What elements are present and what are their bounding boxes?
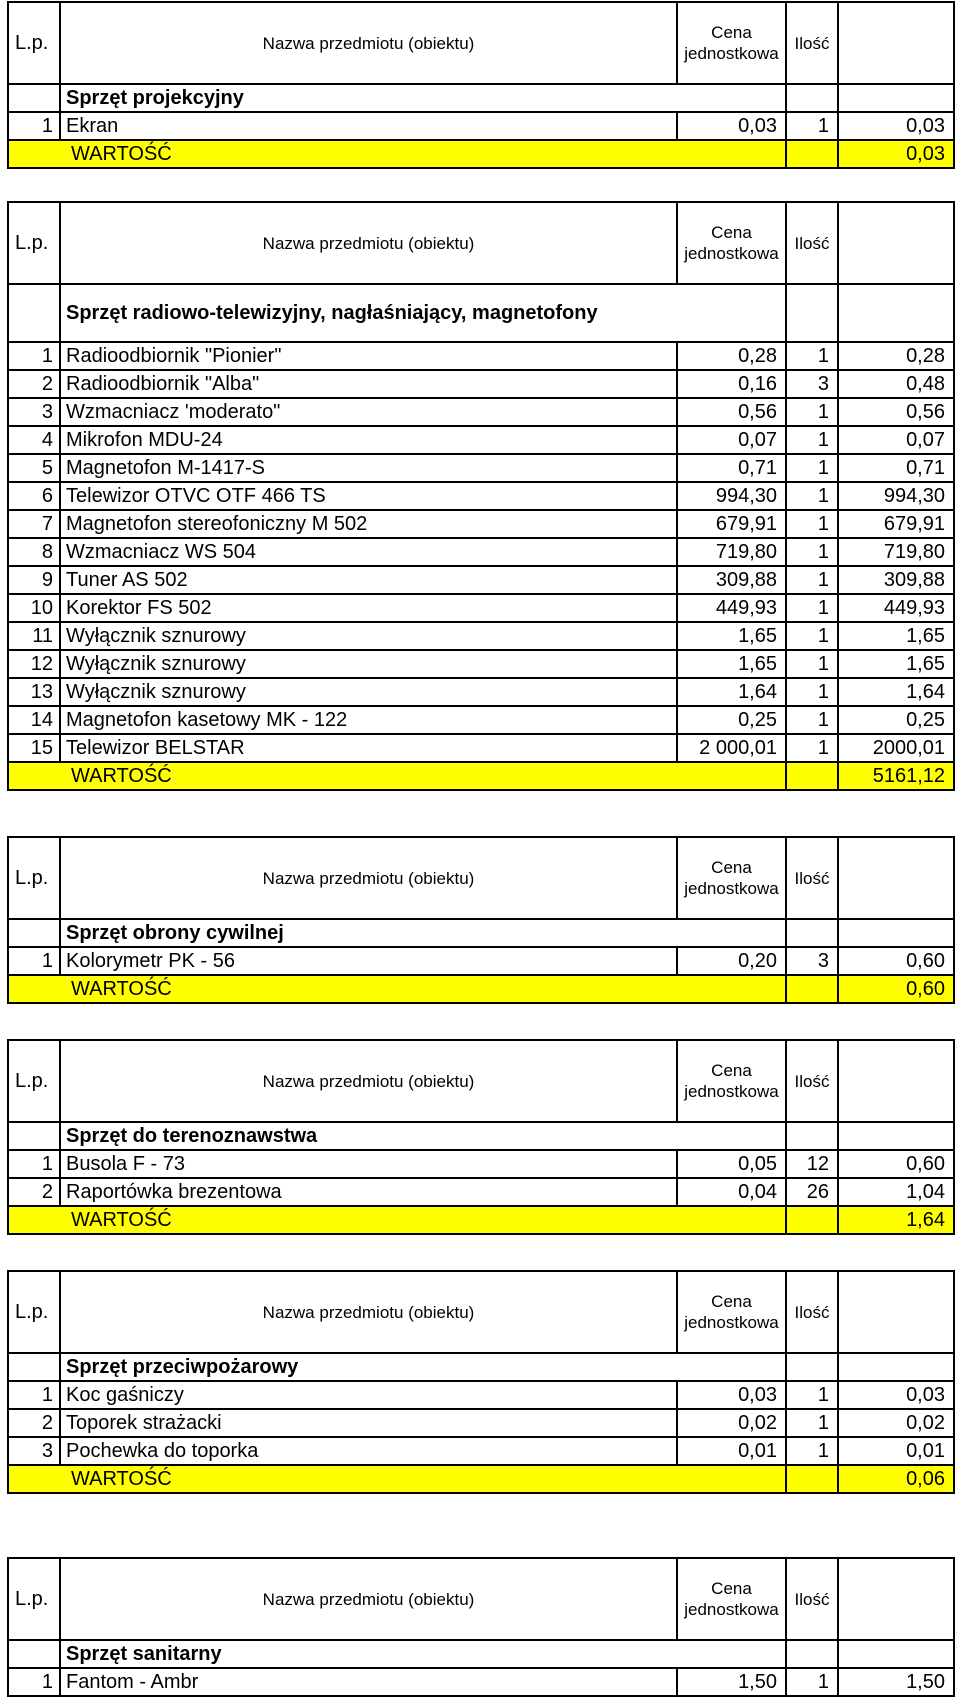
item-lp: 10: [8, 594, 60, 622]
item-name: Telewizor BELSTAR: [60, 734, 677, 762]
section-total-row: [8, 1465, 954, 1493]
header-unit-price: [677, 2, 786, 84]
item-name: Koc gaśniczy: [60, 1381, 677, 1409]
section-total-value: 0,03: [838, 140, 954, 168]
item-value: 0,03: [838, 112, 954, 140]
item-unit-price: 0,07: [677, 426, 786, 454]
item-unit-price: 1,65: [677, 650, 786, 678]
header-lp: L.p.: [8, 2, 60, 84]
item-name: Wyłącznik sznurowy: [60, 622, 677, 650]
item-name: Toporek strażacki: [60, 1409, 677, 1437]
item-lp: 9: [8, 566, 60, 594]
item-quantity: 1: [786, 1381, 838, 1409]
category-qty-cell: [786, 84, 838, 112]
header-price-line1: Cena: [711, 857, 752, 877]
item-value: 719,80: [838, 538, 954, 566]
item-value: 0,48: [838, 370, 954, 398]
inventory-table-sprzet-do-terenoznawstwa: [7, 1039, 955, 1235]
item-quantity: 1: [786, 482, 838, 510]
header-quantity: Ilość: [786, 2, 838, 84]
category-lp-cell: [8, 84, 60, 112]
table-row: [8, 454, 954, 482]
category-qty-cell: [786, 1353, 838, 1381]
total-label: WARTOŚĆ: [8, 762, 786, 790]
item-quantity: 1: [786, 734, 838, 762]
header-lp: L.p.: [8, 202, 60, 284]
item-value: 0,60: [838, 1150, 954, 1178]
item-value: 1,65: [838, 650, 954, 678]
header-value: [838, 2, 954, 84]
table-row: [8, 678, 954, 706]
category-qty-cell: [786, 919, 838, 947]
header-value: [838, 202, 954, 284]
item-value: 1,04: [838, 1178, 954, 1206]
item-quantity: 1: [786, 454, 838, 482]
item-value: 0,56: [838, 398, 954, 426]
total-label: WARTOŚĆ: [8, 140, 786, 168]
category-title: Sprzęt radiowo-telewizyjny, nagłaśniający, magnetofony: [60, 284, 786, 342]
header-unit-price: [677, 202, 786, 284]
item-quantity: 1: [786, 594, 838, 622]
item-unit-price: 1,65: [677, 622, 786, 650]
table-row: [8, 622, 954, 650]
category-title: Sprzęt przeciwpożarowy: [60, 1353, 786, 1381]
item-unit-price: 0,03: [677, 112, 786, 140]
header-quantity: Ilość: [786, 837, 838, 919]
table-header-row: [8, 837, 954, 919]
item-unit-price: 0,16: [677, 370, 786, 398]
item-name: Wyłącznik sznurowy: [60, 650, 677, 678]
item-lp: 14: [8, 706, 60, 734]
item-unit-price: 0,01: [677, 1437, 786, 1465]
item-quantity: 1: [786, 706, 838, 734]
item-unit-price: 0,03: [677, 1381, 786, 1409]
item-name: Wzmacniacz 'moderato": [60, 398, 677, 426]
table-row: [8, 342, 954, 370]
table-row: [8, 538, 954, 566]
item-lp: 1: [8, 1381, 60, 1409]
item-name: Radioodbiornik "Alba": [60, 370, 677, 398]
section-total-row: [8, 975, 954, 1003]
header-item-name: Nazwa przedmiotu (obiektu): [60, 1558, 677, 1640]
section-total-row: [8, 1206, 954, 1234]
item-lp: 3: [8, 1437, 60, 1465]
category-row: [8, 1353, 954, 1381]
header-price-line2: jednostkowa: [684, 1082, 779, 1101]
table-row: [8, 1409, 954, 1437]
table-header-row: [8, 202, 954, 284]
section-total-value: 0,60: [838, 975, 954, 1003]
item-quantity: 3: [786, 947, 838, 975]
item-name: Ekran: [60, 112, 677, 140]
inventory-table-sprzet-projekcyjny: [7, 1, 955, 169]
item-value: 0,71: [838, 454, 954, 482]
item-unit-price: 2 000,01: [677, 734, 786, 762]
category-qty-cell: [786, 1640, 838, 1668]
item-lp: 8: [8, 538, 60, 566]
section-total-row: [8, 140, 954, 168]
total-qty-cell: [786, 1465, 838, 1493]
item-value: 0,03: [838, 1381, 954, 1409]
total-qty-cell: [786, 762, 838, 790]
table-header-row: [8, 1040, 954, 1122]
category-lp-cell: [8, 1353, 60, 1381]
category-value-cell: [838, 919, 954, 947]
table-row: [8, 706, 954, 734]
header-lp: L.p.: [8, 1558, 60, 1640]
table-row: [8, 734, 954, 762]
item-unit-price: 309,88: [677, 566, 786, 594]
header-value: [838, 1040, 954, 1122]
item-lp: 2: [8, 1409, 60, 1437]
item-value: 1,64: [838, 678, 954, 706]
item-unit-price: 679,91: [677, 510, 786, 538]
table-row: [8, 947, 954, 975]
category-title: Sprzęt do terenoznawstwa: [60, 1122, 786, 1150]
category-lp-cell: [8, 1122, 60, 1150]
item-lp: 12: [8, 650, 60, 678]
item-value: 0,28: [838, 342, 954, 370]
item-unit-price: 719,80: [677, 538, 786, 566]
item-value: 0,60: [838, 947, 954, 975]
header-price-line2: jednostkowa: [684, 244, 779, 263]
section-total-value: 1,64: [838, 1206, 954, 1234]
table-row: [8, 1437, 954, 1465]
item-name: Mikrofon MDU-24: [60, 426, 677, 454]
item-quantity: 1: [786, 342, 838, 370]
item-value: 2000,01: [838, 734, 954, 762]
total-label: WARTOŚĆ: [8, 1206, 786, 1234]
item-name: Tuner AS 502: [60, 566, 677, 594]
item-quantity: 3: [786, 370, 838, 398]
item-value: 0,07: [838, 426, 954, 454]
item-value: 0,25: [838, 706, 954, 734]
table-row: [8, 398, 954, 426]
item-lp: 2: [8, 1178, 60, 1206]
item-quantity: 1: [786, 510, 838, 538]
table-header-row: [8, 1558, 954, 1640]
item-value: 0,01: [838, 1437, 954, 1465]
item-quantity: 26: [786, 1178, 838, 1206]
item-name: Wyłącznik sznurowy: [60, 678, 677, 706]
item-quantity: 1: [786, 538, 838, 566]
item-lp: 5: [8, 454, 60, 482]
header-unit-price: [677, 1040, 786, 1122]
header-item-name: Nazwa przedmiotu (obiektu): [60, 2, 677, 84]
item-name: Wzmacniacz WS 504: [60, 538, 677, 566]
header-price-line2: jednostkowa: [684, 879, 779, 898]
item-value: 309,88: [838, 566, 954, 594]
header-unit-price: [677, 1271, 786, 1353]
category-value-cell: [838, 1640, 954, 1668]
item-unit-price: 994,30: [677, 482, 786, 510]
table-row: [8, 510, 954, 538]
header-quantity: Ilość: [786, 1040, 838, 1122]
item-quantity: 1: [786, 112, 838, 140]
item-value: 449,93: [838, 594, 954, 622]
item-unit-price: 0,71: [677, 454, 786, 482]
item-value: 0,02: [838, 1409, 954, 1437]
item-name: Magnetofon stereofoniczny M 502: [60, 510, 677, 538]
section-total-value: 0,06: [838, 1465, 954, 1493]
item-value: 1,50: [838, 1668, 954, 1696]
item-name: Telewizor OTVC OTF 466 TS: [60, 482, 677, 510]
item-quantity: 1: [786, 566, 838, 594]
table-row: [8, 1381, 954, 1409]
header-item-name: Nazwa przedmiotu (obiektu): [60, 837, 677, 919]
item-name: Kolorymetr PK - 56: [60, 947, 677, 975]
item-lp: 3: [8, 398, 60, 426]
header-lp: L.p.: [8, 1271, 60, 1353]
item-name: Raportówka brezentowa: [60, 1178, 677, 1206]
item-lp: 1: [8, 947, 60, 975]
header-lp: L.p.: [8, 837, 60, 919]
header-unit-price: [677, 837, 786, 919]
item-name: Radioodbiornik "Pionier": [60, 342, 677, 370]
item-unit-price: 0,28: [677, 342, 786, 370]
header-price-line1: Cena: [711, 222, 752, 242]
category-value-cell: [838, 1122, 954, 1150]
table-header-row: [8, 2, 954, 84]
item-unit-price: 0,56: [677, 398, 786, 426]
category-qty-cell: [786, 284, 838, 342]
category-row: [8, 84, 954, 112]
total-label: WARTOŚĆ: [8, 1465, 786, 1493]
item-lp: 2: [8, 370, 60, 398]
inventory-table-sprzet-sanitarny: [7, 1557, 955, 1697]
item-name: Fantom - Ambr: [60, 1668, 677, 1696]
header-price-line2: jednostkowa: [684, 1600, 779, 1619]
header-unit-price: [677, 1558, 786, 1640]
item-name: Magnetofon kasetowy MK - 122: [60, 706, 677, 734]
header-price-line1: Cena: [711, 1291, 752, 1311]
item-quantity: 1: [786, 1668, 838, 1696]
item-unit-price: 0,25: [677, 706, 786, 734]
item-name: Magnetofon M-1417-S: [60, 454, 677, 482]
item-unit-price: 0,02: [677, 1409, 786, 1437]
item-lp: 1: [8, 112, 60, 140]
category-value-cell: [838, 1353, 954, 1381]
header-value: [838, 837, 954, 919]
category-value-cell: [838, 284, 954, 342]
table-row: [8, 112, 954, 140]
total-qty-cell: [786, 975, 838, 1003]
item-lp: 1: [8, 1668, 60, 1696]
category-qty-cell: [786, 1122, 838, 1150]
item-quantity: 1: [786, 426, 838, 454]
item-lp: 7: [8, 510, 60, 538]
table-row: [8, 1178, 954, 1206]
item-lp: 4: [8, 426, 60, 454]
table-row: [8, 566, 954, 594]
header-price-line2: jednostkowa: [684, 44, 779, 63]
item-unit-price: 1,50: [677, 1668, 786, 1696]
table-row: [8, 1668, 954, 1696]
item-quantity: 1: [786, 1437, 838, 1465]
category-row: [8, 919, 954, 947]
table-row: [8, 650, 954, 678]
table-row: [8, 594, 954, 622]
item-name: Korektor FS 502: [60, 594, 677, 622]
item-unit-price: 0,20: [677, 947, 786, 975]
section-total-row: [8, 762, 954, 790]
header-item-name: Nazwa przedmiotu (obiektu): [60, 1271, 677, 1353]
item-lp: 1: [8, 1150, 60, 1178]
category-lp-cell: [8, 919, 60, 947]
header-item-name: Nazwa przedmiotu (obiektu): [60, 1040, 677, 1122]
section-total-value: 5161,12: [838, 762, 954, 790]
category-title: Sprzęt sanitarny: [60, 1640, 786, 1668]
header-price-line2: jednostkowa: [684, 1313, 779, 1332]
item-lp: 11: [8, 622, 60, 650]
inventory-table-sprzet-radiowo-telewizyjny: [7, 201, 955, 791]
header-item-name: Nazwa przedmiotu (obiektu): [60, 202, 677, 284]
header-quantity: Ilość: [786, 1558, 838, 1640]
category-lp-cell: [8, 1640, 60, 1668]
item-unit-price: 1,64: [677, 678, 786, 706]
item-quantity: 1: [786, 1409, 838, 1437]
item-lp: 6: [8, 482, 60, 510]
item-value: 1,65: [838, 622, 954, 650]
item-value: 994,30: [838, 482, 954, 510]
header-price-line1: Cena: [711, 22, 752, 42]
table-row: [8, 426, 954, 454]
total-qty-cell: [786, 1206, 838, 1234]
item-lp: 1: [8, 342, 60, 370]
item-lp: 15: [8, 734, 60, 762]
table-row: [8, 1150, 954, 1178]
table-row: [8, 370, 954, 398]
item-value: 679,91: [838, 510, 954, 538]
table-row: [8, 482, 954, 510]
item-quantity: 12: [786, 1150, 838, 1178]
header-value: [838, 1558, 954, 1640]
inventory-table-sprzet-obrony-cywilnej: [7, 836, 955, 1004]
item-lp: 13: [8, 678, 60, 706]
item-quantity: 1: [786, 398, 838, 426]
item-unit-price: 0,05: [677, 1150, 786, 1178]
header-quantity: Ilość: [786, 1271, 838, 1353]
category-row: [8, 284, 954, 342]
item-name: Busola F - 73: [60, 1150, 677, 1178]
item-quantity: 1: [786, 678, 838, 706]
inventory-table-sprzet-przeciwpozarowy: [7, 1270, 955, 1494]
item-quantity: 1: [786, 650, 838, 678]
item-unit-price: 449,93: [677, 594, 786, 622]
table-header-row: [8, 1271, 954, 1353]
category-value-cell: [838, 84, 954, 112]
category-row: [8, 1640, 954, 1668]
category-row: [8, 1122, 954, 1150]
item-name: Pochewka do toporka: [60, 1437, 677, 1465]
total-qty-cell: [786, 140, 838, 168]
header-value: [838, 1271, 954, 1353]
total-label: WARTOŚĆ: [8, 975, 786, 1003]
category-title: Sprzęt obrony cywilnej: [60, 919, 786, 947]
header-quantity: Ilość: [786, 202, 838, 284]
header-price-line1: Cena: [711, 1578, 752, 1598]
category-title: Sprzęt projekcyjny: [60, 84, 786, 112]
item-quantity: 1: [786, 622, 838, 650]
header-lp: L.p.: [8, 1040, 60, 1122]
header-price-line1: Cena: [711, 1060, 752, 1080]
item-unit-price: 0,04: [677, 1178, 786, 1206]
category-lp-cell: [8, 284, 60, 342]
